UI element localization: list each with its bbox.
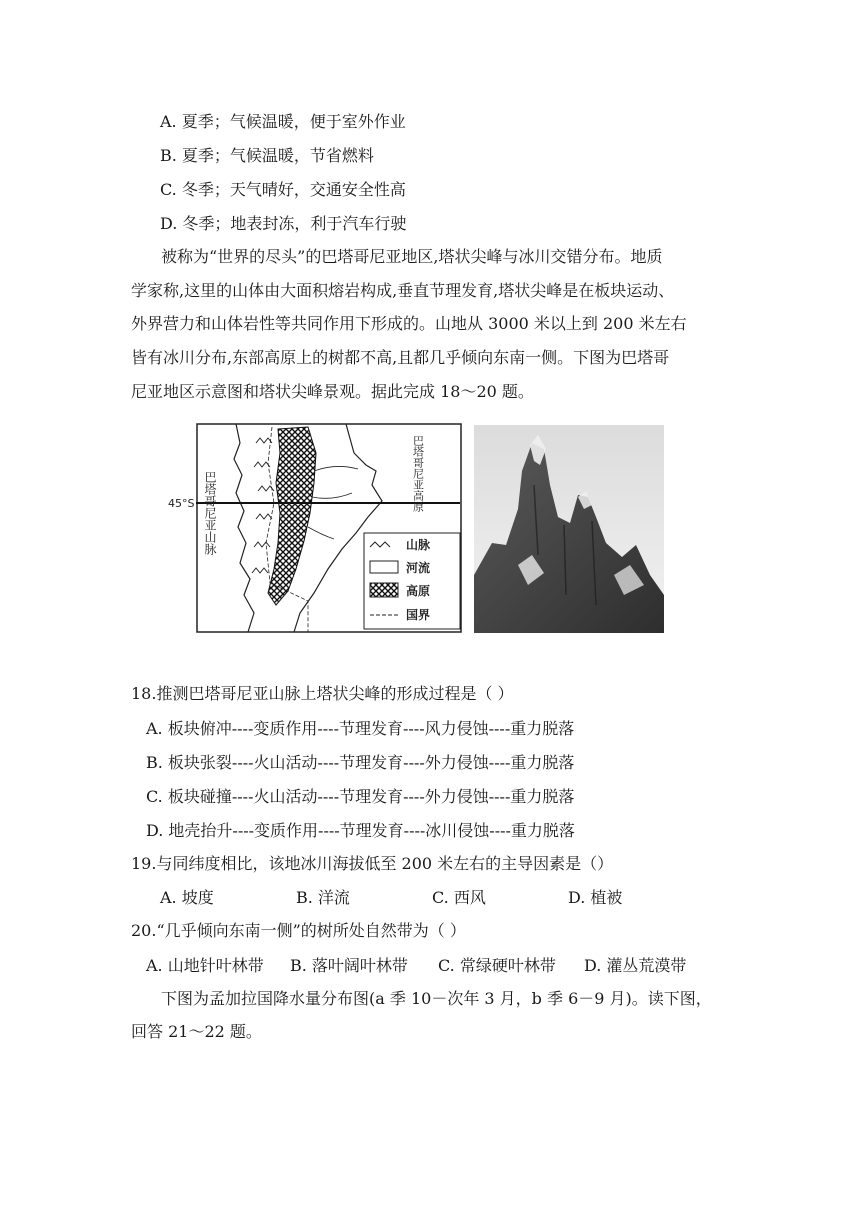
option-d: D. 冬季；地表封冻，利于汽车行驶 (160, 214, 407, 233)
patagonia-map (168, 423, 464, 635)
mountain-label: 巴塔哥尼亚山脉 (203, 471, 217, 555)
legend-river: 河流 (406, 561, 431, 575)
passage2-line: 下图为孟加拉国降水量分布图(a 季 10－次年 3 月，b 季 6－9 月)。读下图， (161, 989, 712, 1008)
question-19-option-b: B. 洋流 (296, 888, 350, 907)
passage2-line: 回答 21～22 题。 (131, 1022, 262, 1041)
question-18-option-a: A. 板块俯冲----变质作用----节理发育----风力侵蚀----重力脱落 (146, 719, 575, 738)
question-19-option-d: D. 植被 (568, 888, 623, 907)
legend-mountain: 山脉 (406, 538, 431, 552)
peak-photo (474, 425, 664, 633)
passage-line: 学家称,这里的山体由大面积熔岩构成,垂直节理发育,塔状尖峰是在板块运动、 (131, 281, 675, 300)
question-19-option-c: C. 西风 (432, 888, 486, 907)
passage-line: 皆有冰川分布,东部高原上的树都不高,且都几乎倾向东南一侧。下图为巴塔哥 (131, 348, 670, 367)
question-18-stem: 18.推测巴塔哥尼亚山脉上塔状尖峰的形成过程是（ ） (131, 684, 514, 703)
question-19-option-a: A. 坡度 (160, 888, 214, 907)
question-20-option-c: C. 常绿硬叶林带 (438, 956, 556, 975)
passage-line: 被称为“世界的尽头”的巴塔哥尼亚地区,塔状尖峰与冰川交错分布。地质 (161, 247, 663, 266)
option-a: A. 夏季；气候温暖，便于室外作业 (160, 112, 406, 131)
question-18-option-d: D. 地壳抬升----变质作用----节理发育----冰川侵蚀----重力脱落 (146, 821, 575, 840)
patagonia-figure (168, 423, 666, 635)
question-20-option-b: B. 落叶阔叶林带 (290, 956, 408, 975)
question-20-option-d: D. 灌丛荒漠带 (584, 956, 687, 975)
latitude-label: 45°S (168, 497, 195, 510)
plateau-label: 巴塔哥尼亚高原 (411, 435, 425, 512)
option-c: C. 冬季；天气晴好，交通安全性高 (160, 180, 406, 199)
question-18-option-c: C. 板块碰撞----火山活动----节理发育----外力侵蚀----重力脱落 (146, 787, 575, 806)
legend-plateau-symbol (370, 583, 398, 597)
question-20-option-a: A. 山地针叶林带 (146, 956, 264, 975)
question-20-stem: 20.“几乎倾向东南一侧”的树所处自然带为（ ） (131, 921, 466, 940)
passage-line: 尼亚地区示意图和塔状尖峰景观。据此完成 18～20 题。 (131, 382, 534, 401)
legend-plateau: 高原 (406, 584, 431, 598)
question-19-stem: 19.与同纬度相比，该地冰川海拔低至 200 米左右的主导因素是（） (131, 854, 614, 873)
option-b: B. 夏季；气候温暖，节省燃料 (160, 146, 374, 165)
question-18-option-b: B. 板块张裂----火山活动----节理发育----外力侵蚀----重力脱落 (146, 753, 575, 772)
legend-border: 国界 (406, 608, 431, 622)
passage-line: 外界营力和山体岩性等共同作用下形成的。山地从 3000 米以上到 200 米左右 (131, 314, 687, 333)
